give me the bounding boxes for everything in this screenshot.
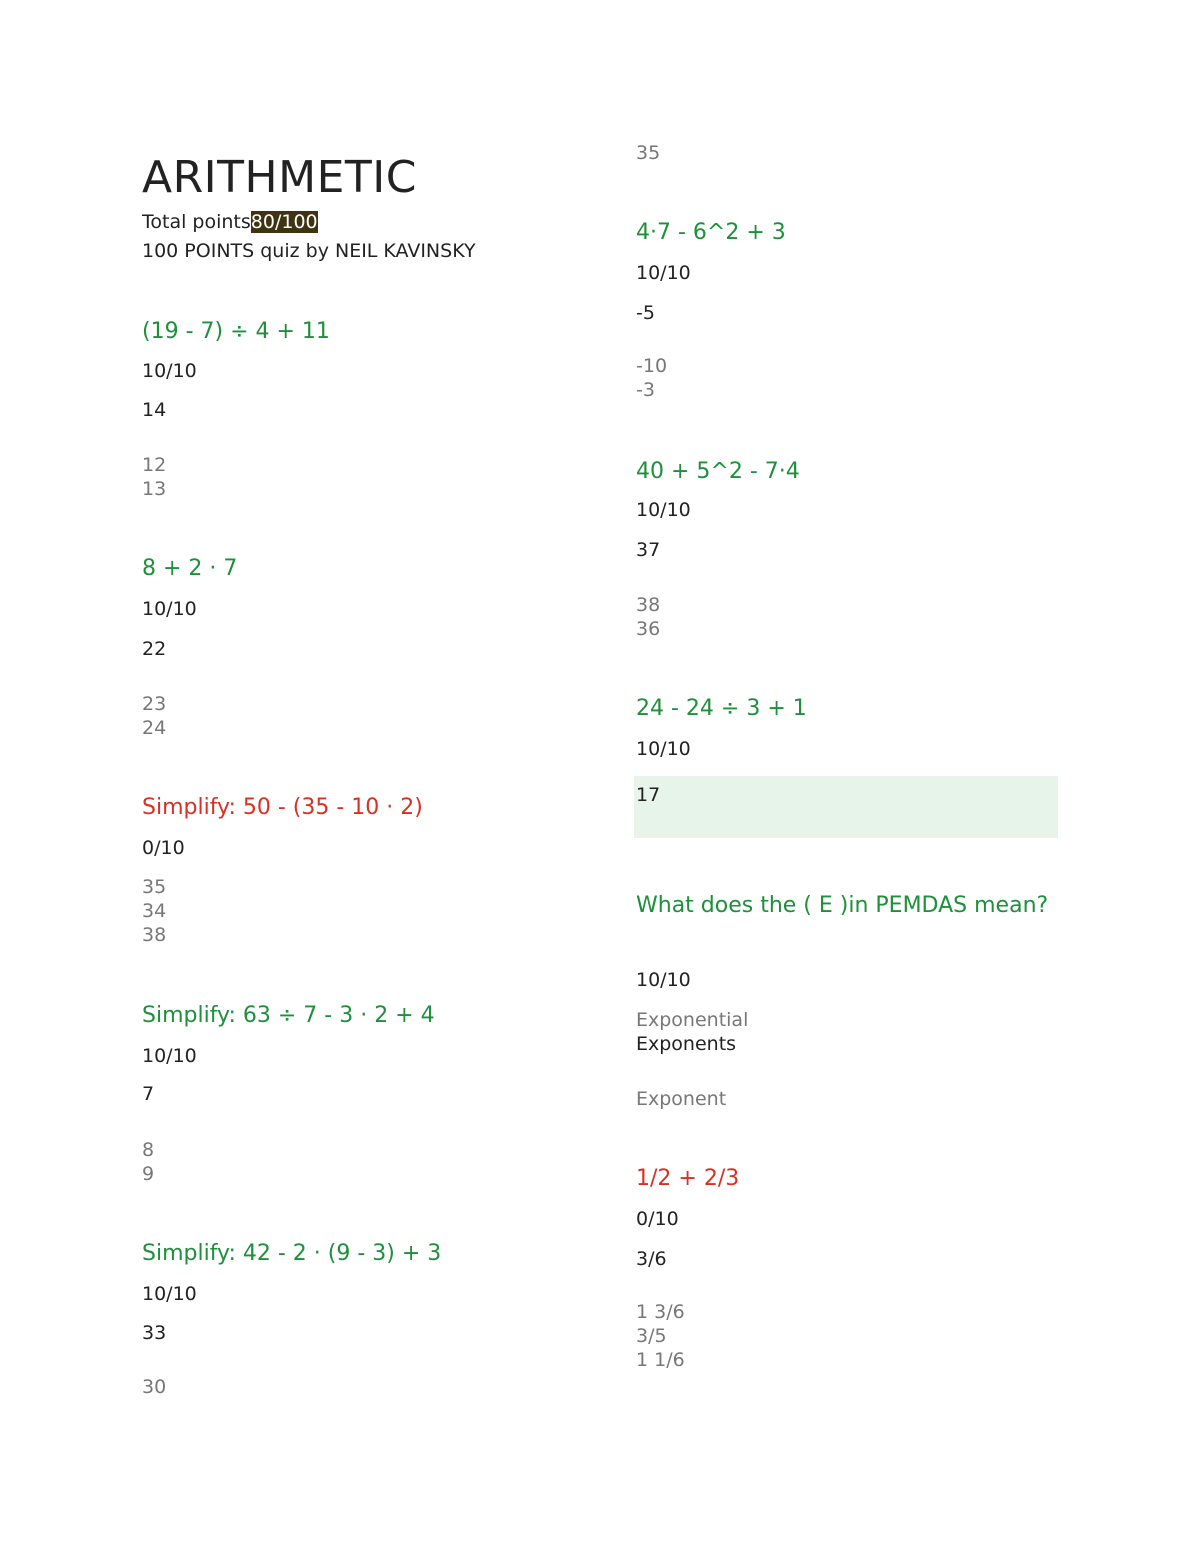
option: 8 xyxy=(142,1139,155,1161)
question-1-title: (19 - 7) ÷ 4 + 11 xyxy=(142,319,330,344)
total-points-label: Total points xyxy=(142,211,251,233)
question-7-options xyxy=(636,593,660,641)
option: 23 xyxy=(142,693,167,715)
question-6-points: 10/10 xyxy=(636,262,691,284)
question-5-title: Simplify: 42 - 2 · (9 - 3) + 3 xyxy=(142,1241,442,1266)
question-7-title: 40 + 5^2 - 7·4 xyxy=(636,459,800,484)
question-5-points: 10/10 xyxy=(142,1283,197,1305)
question-2-options xyxy=(142,692,166,740)
question-3-options xyxy=(142,875,166,947)
total-score-badge: 80/100 xyxy=(250,211,318,233)
option: 38 xyxy=(142,924,167,946)
option: 38 xyxy=(636,594,661,616)
option: -3 xyxy=(636,379,655,401)
question-2-answer: 22 xyxy=(142,638,167,660)
option: 12 xyxy=(142,454,167,476)
question-9-points: 10/10 xyxy=(636,969,691,991)
question-8-title: 24 - 24 ÷ 3 + 1 xyxy=(636,696,807,721)
option: 1 3/6 xyxy=(636,1301,685,1323)
page-title: ARITHMETIC xyxy=(142,152,417,203)
option: Exponent xyxy=(636,1088,727,1110)
question-1-answer: 14 xyxy=(142,399,167,421)
correct-answer-box xyxy=(634,776,1058,838)
option: 1 1/6 xyxy=(636,1349,685,1371)
option: 13 xyxy=(142,478,167,500)
option: 36 xyxy=(636,618,661,640)
question-10-options xyxy=(636,1300,685,1372)
question-4-answer: 7 xyxy=(142,1083,155,1105)
option: 35 xyxy=(142,876,167,898)
option: Exponential xyxy=(636,1009,749,1031)
option: 35 xyxy=(636,142,661,164)
question-7-answer: 37 xyxy=(636,539,661,561)
total-points xyxy=(142,209,318,235)
question-8-answer: 17 xyxy=(636,784,661,806)
question-4-options xyxy=(142,1138,154,1186)
question-1-points: 10/10 xyxy=(142,360,197,382)
question-1-options xyxy=(142,453,166,501)
question-9-options-more xyxy=(636,1087,726,1111)
question-9-options xyxy=(636,1008,748,1056)
question-8-points: 10/10 xyxy=(636,738,691,760)
question-7-points: 10/10 xyxy=(636,499,691,521)
question-2-points: 10/10 xyxy=(142,598,197,620)
option: 30 xyxy=(142,1376,167,1398)
question-5-options-continued xyxy=(636,141,660,165)
question-4-title: Simplify: 63 ÷ 7 - 3 · 2 + 4 xyxy=(142,1003,435,1028)
option: -10 xyxy=(636,355,668,377)
option-selected: Exponents xyxy=(636,1033,737,1055)
question-10-answer: 3/6 xyxy=(636,1248,667,1270)
quiz-byline: 100 POINTS quiz by NEIL KAVINSKY xyxy=(142,240,476,262)
option: 9 xyxy=(142,1163,155,1185)
question-9-title: What does the ( E )in PEMDAS mean? xyxy=(636,893,1049,918)
question-4-points: 10/10 xyxy=(142,1045,197,1067)
question-10-title: 1/2 + 2/3 xyxy=(636,1166,740,1191)
option: 3/5 xyxy=(636,1325,667,1347)
question-3-points: 0/10 xyxy=(142,837,185,859)
question-2-title: 8 + 2 · 7 xyxy=(142,556,238,581)
question-5-options xyxy=(142,1375,166,1399)
question-6-options xyxy=(636,354,667,402)
question-10-points: 0/10 xyxy=(636,1208,679,1230)
option: 24 xyxy=(142,717,167,739)
question-5-answer: 33 xyxy=(142,1322,167,1344)
option: 34 xyxy=(142,900,167,922)
question-6-answer: -5 xyxy=(636,302,655,324)
question-6-title: 4·7 - 6^2 + 3 xyxy=(636,220,786,245)
question-3-title: Simplify: 50 - (35 - 10 · 2) xyxy=(142,795,423,820)
